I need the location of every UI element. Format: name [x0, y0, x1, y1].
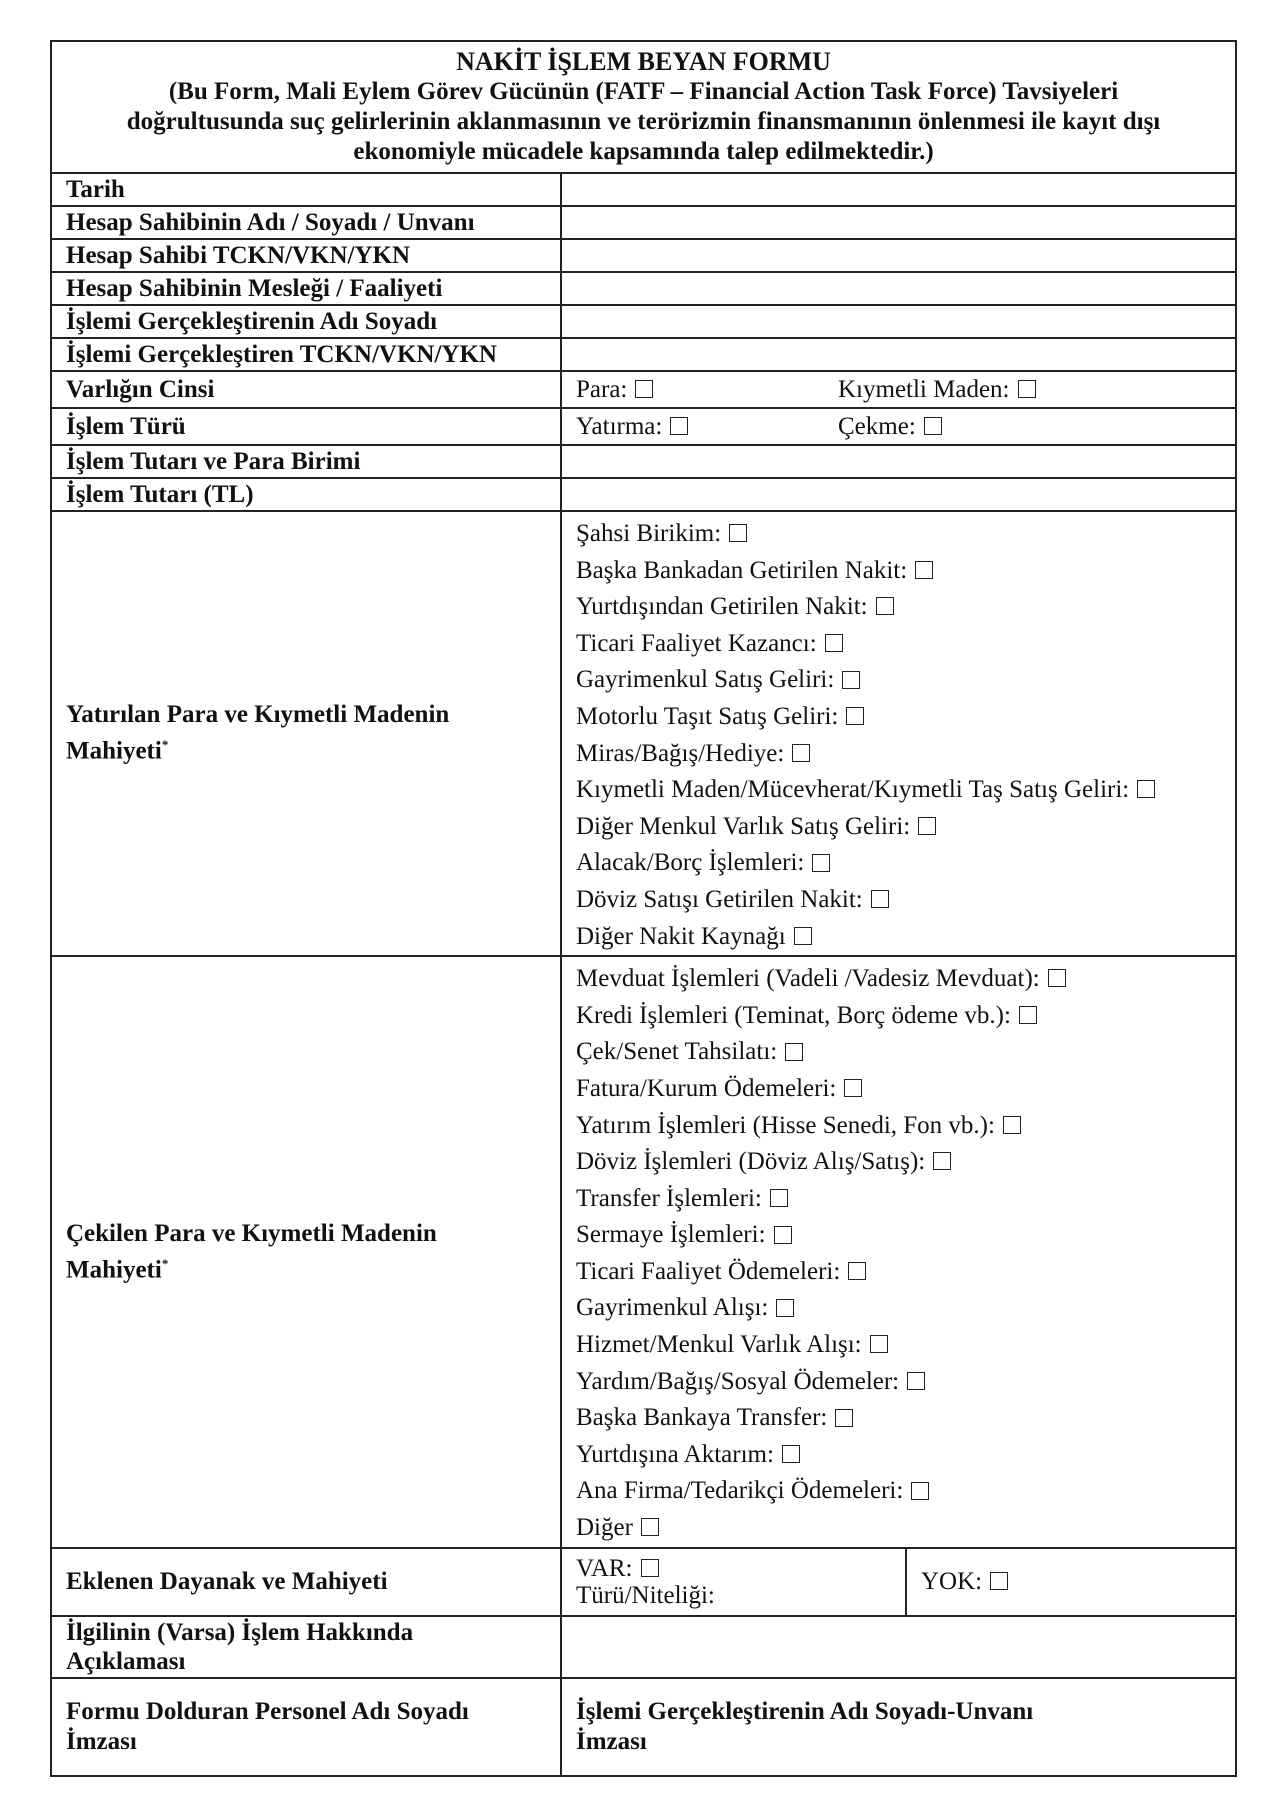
yatirilan-option [576, 919, 1221, 956]
option-para-label: Para: [576, 375, 628, 403]
cekilen-option-checkbox[interactable] [907, 1372, 925, 1390]
yatirilan-option-checkbox[interactable] [876, 597, 894, 615]
cekilen-options-list [561, 956, 1236, 1548]
field-hesap-sahibi-ad[interactable] [561, 206, 1236, 239]
cekilen-option-label: Yurtdışına Aktarım: [576, 1440, 774, 1468]
yatirilan-line-2: Mahiyeti [66, 737, 162, 765]
yatirilan-option-checkbox[interactable] [842, 671, 860, 689]
label-islem-ad: İşlemi Gerçekleştirenin Adı Soyadı [51, 305, 561, 338]
cekilen-option-checkbox[interactable] [848, 1262, 866, 1280]
yatirilan-option-checkbox[interactable] [918, 817, 936, 835]
cekilen-option-checkbox[interactable] [785, 1043, 803, 1061]
cekilen-option-checkbox[interactable] [782, 1445, 800, 1463]
islemci-line-1: İşlemi Gerçekleştirenin Adı Soyadı-Unvanı [576, 1697, 1034, 1725]
cekilen-option-label: Çek/Senet Tahsilatı: [576, 1038, 778, 1066]
aciklama-line-2: Açıklaması [66, 1647, 186, 1675]
field-tarih[interactable] [561, 173, 1236, 206]
cekilen-option-label: Döviz İşlemleri (Döviz Alış/Satış): [576, 1148, 926, 1176]
yok-cell [906, 1548, 1236, 1616]
form-subtitle-line-3: ekonomiyle mücadele kapsamında talep edilmektedir.) [353, 138, 934, 165]
label-islem-tckn: İşlemi Gerçekleştiren TCKN/VKN/YKN [51, 338, 561, 371]
field-islem-tckn[interactable] [561, 338, 1236, 371]
cekilen-option-label: Diğer [576, 1514, 633, 1542]
label-hesap-sahibi-ad: Hesap Sahibinin Adı / Soyadı / Unvanı [51, 206, 561, 239]
label-yatirilan-mahiyeti [51, 511, 561, 956]
cekilen-option-checkbox[interactable] [844, 1079, 862, 1097]
yatirilan-option-checkbox[interactable] [846, 707, 864, 725]
label-islem-turu: İşlem Türü [51, 408, 561, 445]
yatirilan-option-checkbox[interactable] [792, 744, 810, 762]
yatirilan-option [576, 662, 1221, 699]
footnote-mark: * [161, 1255, 169, 1271]
cekilen-option-label: Başka Bankaya Transfer: [576, 1404, 828, 1432]
cekilen-option [576, 1254, 1221, 1291]
option-yok-label: YOK: [921, 1567, 983, 1595]
yatirilan-option-label: Ticari Faaliyet Kazancı: [576, 629, 817, 657]
form-subtitle-line-1: (Bu Form, Mali Eylem Görev Gücünün (FATF – Financial Action Task Force) Tavsiyeleri [168, 78, 1119, 105]
cekilen-option [576, 1144, 1221, 1181]
yatirilan-option-checkbox[interactable] [915, 561, 933, 579]
yatirilan-option-label: Miras/Bağış/Hediye: [576, 739, 785, 767]
cekilen-option-label: Hizmet/Menkul Varlık Alışı: [576, 1331, 862, 1359]
field-aciklama[interactable] [561, 1616, 1236, 1678]
yatirilan-option-checkbox[interactable] [729, 524, 747, 542]
field-islem-ad[interactable] [561, 305, 1236, 338]
cekilen-line-1: Çekilen Para ve Kıymetli Madenin [66, 1219, 437, 1247]
cekilen-option [576, 1327, 1221, 1364]
personel-line-1: Formu Dolduran Personel Adı Soyadı [66, 1697, 469, 1725]
cekilen-option-checkbox[interactable] [835, 1409, 853, 1427]
cekilen-option [576, 1034, 1221, 1071]
yatirilan-option-label: Başka Bankadan Getirilen Nakit: [576, 556, 908, 584]
yatirilan-option-label: Alacak/Borç İşlemleri: [576, 849, 805, 877]
option-yatirma-label: Yatırma: [576, 412, 663, 440]
cekilen-option-label: Yardım/Bağış/Sosyal Ödemeler: [576, 1367, 900, 1395]
cekme-checkbox[interactable] [924, 417, 942, 435]
option-cekme-label: Çekme: [838, 412, 916, 440]
yatirilan-option-checkbox[interactable] [825, 634, 843, 652]
label-islem-tutari-tl: İşlem Tutarı (TL) [51, 478, 561, 511]
footnote-mark: * [161, 737, 169, 753]
kiymetli-maden-checkbox[interactable] [1018, 380, 1036, 398]
label-hesap-sahibi-meslek: Hesap Sahibinin Mesleği / Faaliyeti [51, 272, 561, 305]
cekilen-option-label: Fatura/Kurum Ödemeleri: [576, 1074, 837, 1102]
cekilen-line-2: Mahiyeti [66, 1256, 162, 1284]
yatirilan-option-label: Diğer Menkul Varlık Satış Geliri: [576, 812, 911, 840]
cekilen-option-checkbox[interactable] [870, 1335, 888, 1353]
yatirilan-option-label: Yurtdışından Getirilen Nakit: [576, 593, 868, 621]
yatirilan-option [576, 516, 1221, 553]
label-aciklama [51, 1616, 561, 1678]
yatirilan-option [576, 845, 1221, 882]
yatirilan-option-checkbox[interactable] [812, 854, 830, 872]
cekilen-option-label: Sermaye İşlemleri: [576, 1221, 766, 1249]
cekilen-option [576, 1108, 1221, 1145]
cekilen-option-checkbox[interactable] [776, 1299, 794, 1317]
yatirilan-option-checkbox[interactable] [794, 927, 812, 945]
yatirilan-option-label: Şahsi Birikim: [576, 520, 722, 547]
cekilen-option [576, 1400, 1221, 1437]
cekilen-option-checkbox[interactable] [1019, 1006, 1037, 1024]
option-kiymetli-maden-label: Kıymetli Maden: [838, 375, 1010, 403]
form-header [51, 41, 1236, 173]
cekilen-option-label: Kredi İşlemleri (Teminat, Borç ödeme vb.): [576, 1001, 1011, 1029]
cekilen-option-label: Ana Firma/Tedarikçi Ödemeleri: [576, 1477, 904, 1505]
cekilen-option [576, 961, 1221, 998]
cekilen-option-checkbox[interactable] [641, 1518, 659, 1536]
cekilen-option-label: Gayrimenkul Alışı: [576, 1294, 769, 1322]
label-cekilen-mahiyeti [51, 956, 561, 1548]
yatirilan-option [576, 882, 1221, 919]
var-checkbox[interactable] [641, 1559, 659, 1577]
cekilen-option-label: Mevduat İşlemleri (Vadeli /Vadesiz Mevduat): [576, 965, 1040, 993]
aciklama-line-1: İlgilinin (Varsa) İşlem Hakkında [66, 1618, 414, 1646]
yatirilan-option [576, 626, 1221, 663]
personel-line-2: İmzası [66, 1727, 137, 1755]
label-varlik-cinsi: Varlığın Cinsi [51, 371, 561, 408]
cekilen-option [576, 1181, 1221, 1218]
yatirma-checkbox[interactable] [670, 417, 688, 435]
label-islem-tutari-birim: İşlem Tutarı ve Para Birimi [51, 445, 561, 478]
cekilen-option-checkbox[interactable] [770, 1189, 788, 1207]
field-hesap-sahibi-meslek[interactable] [561, 272, 1236, 305]
yatirilan-option [576, 699, 1221, 736]
cekilen-option-checkbox[interactable] [774, 1226, 792, 1244]
label-hesap-sahibi-tckn: Hesap Sahibi TCKN/VKN/YKN [51, 239, 561, 272]
cekilen-option [576, 1217, 1221, 1254]
field-islem-tutari-birim[interactable] [561, 445, 1236, 478]
yatirilan-option [576, 809, 1221, 846]
islemci-signature-cell[interactable] [561, 1678, 1236, 1776]
islemci-line-2: İmzası [576, 1727, 647, 1755]
cekilen-option-label: Transfer İşlemleri: [576, 1184, 762, 1212]
yatirilan-option-label: Döviz Satışı Getirilen Nakit: [576, 885, 863, 913]
para-checkbox[interactable] [635, 380, 653, 398]
cekilen-option-checkbox[interactable] [1003, 1116, 1021, 1134]
yatirilan-options-list [561, 511, 1236, 956]
label-tarih: Tarih [51, 173, 561, 206]
cekilen-option [576, 1437, 1221, 1474]
cekilen-option [576, 1071, 1221, 1108]
personel-signature-cell[interactable] [51, 1678, 561, 1776]
varlik-cinsi-options [561, 371, 1236, 408]
yatirilan-option [576, 736, 1221, 773]
field-islem-tutari-tl[interactable] [561, 478, 1236, 511]
yatirilan-option [576, 772, 1221, 809]
cekilen-option-checkbox[interactable] [911, 1482, 929, 1500]
yatirilan-option-label: Gayrimenkul Satış Geliri: [576, 666, 835, 694]
yatirilan-option [576, 553, 1221, 590]
cekilen-option [576, 1290, 1221, 1327]
var-cell [561, 1548, 906, 1616]
turu-niteligi-label: Türü/Niteliği: [576, 1581, 715, 1609]
form-subtitle-line-2: doğrultusunda suç gelirlerinin aklanmasının ve terörizmin finansmanının önlenmesi ile kayıt dışı [126, 108, 1161, 135]
yatirilan-option [576, 589, 1221, 626]
field-hesap-sahibi-tckn[interactable] [561, 239, 1236, 272]
cekilen-option-label: Yatırım İşlemleri (Hisse Senedi, Fon vb.): [576, 1111, 995, 1139]
yatirilan-option-label: Diğer Nakit Kaynağı [576, 922, 786, 950]
cash-transaction-declaration-form [50, 40, 1237, 1777]
yatirilan-option-label: Kıymetli Maden/Mücevherat/Kıymetli Taş Satış Geliri: [576, 776, 1130, 804]
yatirilan-option-checkbox[interactable] [1137, 780, 1155, 798]
form-title: NAKİT İŞLEM BEYAN FORMU [456, 47, 831, 76]
cekilen-option [576, 1510, 1221, 1547]
cekilen-option-checkbox[interactable] [933, 1152, 951, 1170]
yok-checkbox[interactable] [990, 1572, 1008, 1590]
cekilen-option [576, 1364, 1221, 1401]
cekilen-option-checkbox[interactable] [1048, 969, 1066, 987]
yatirilan-line-1: Yatırılan Para ve Kıymetli Madenin [66, 701, 450, 729]
cekilen-option [576, 998, 1221, 1035]
cekilen-option [576, 1473, 1221, 1510]
yatirilan-option-checkbox[interactable] [871, 890, 889, 908]
cekilen-option-label: Ticari Faaliyet Ödemeleri: [576, 1257, 841, 1285]
yatirilan-option-label: Motorlu Taşıt Satış Geliri: [576, 702, 839, 730]
option-var-label: VAR: [576, 1554, 633, 1582]
islem-turu-options [561, 408, 1236, 445]
label-eklenen-dayanak: Eklenen Dayanak ve Mahiyeti [51, 1548, 561, 1616]
